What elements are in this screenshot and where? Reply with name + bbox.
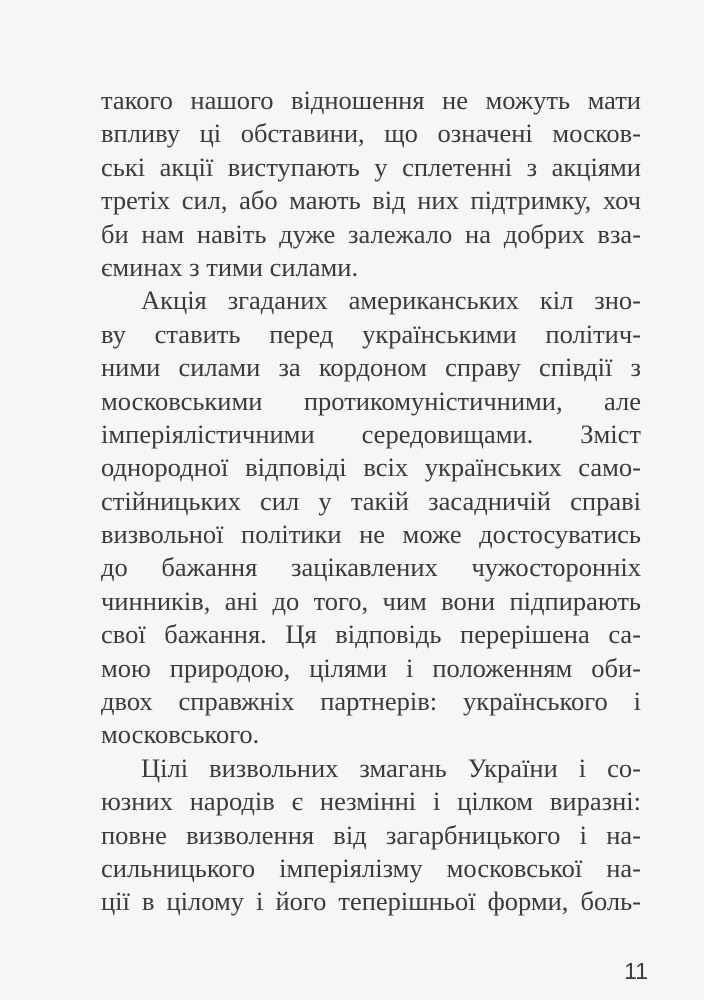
page-body [101, 84, 641, 919]
text-line: визвольної політики не може достосуватись [101, 519, 641, 550]
text-line: повне визволення від загарбницького і на- [101, 819, 641, 850]
text-line: юзних народів є незмінні і цілком виразні: [101, 786, 641, 817]
text-line: московського. [101, 719, 260, 750]
page-number: 11 [624, 958, 648, 984]
text-line: чинників, ані до того, чим вони підпирають [101, 585, 641, 616]
text-line: єминах з тими силами. [101, 251, 359, 282]
paragraph [101, 752, 641, 919]
text-line: двох справжніх партнерів: українського і [101, 686, 641, 717]
text-line: третіх сил, або мають від них підтримку, хоч [101, 185, 641, 216]
paragraph [101, 84, 641, 284]
text-line: такого нашого відношення не можуть мати [101, 85, 641, 115]
text-line: ські акції виступають у сплетенні з акціями [101, 151, 641, 182]
text-line: ву ставить перед українськими політич- [101, 318, 641, 349]
text-line: впливу ці обставини, що означені москов- [101, 118, 641, 149]
text-line: свої бажання. Ця відповідь перерішена са- [101, 619, 641, 650]
text-line: сильницького імперіялізму московської на- [101, 852, 641, 883]
text-line: Цілі визвольних змагань України і со- [141, 752, 641, 783]
text-line: імперіялістичними середовищами. Зміст [101, 418, 641, 449]
paragraph [101, 284, 641, 751]
text-line: би нам навіть дуже залежало на добрих вза- [101, 218, 641, 249]
text-line: ції в цілому і його теперішньої форми, боль- [101, 886, 641, 917]
text-line: до бажання зацікавлених чужосторонніх [101, 552, 641, 583]
text-line: московськими протикомуністичними, але [101, 385, 641, 416]
text-line: мою природою, цілями і положенням оби- [101, 652, 641, 683]
text-line: ними силами за кордоном справу співдії з [101, 352, 641, 383]
text-line: стійницьких сил у такій засадничій справі [101, 485, 641, 516]
text-line: однородної відповіді всіх українських само- [101, 452, 641, 483]
text-line: Акція згаданих американських кіл зно- [141, 285, 641, 316]
